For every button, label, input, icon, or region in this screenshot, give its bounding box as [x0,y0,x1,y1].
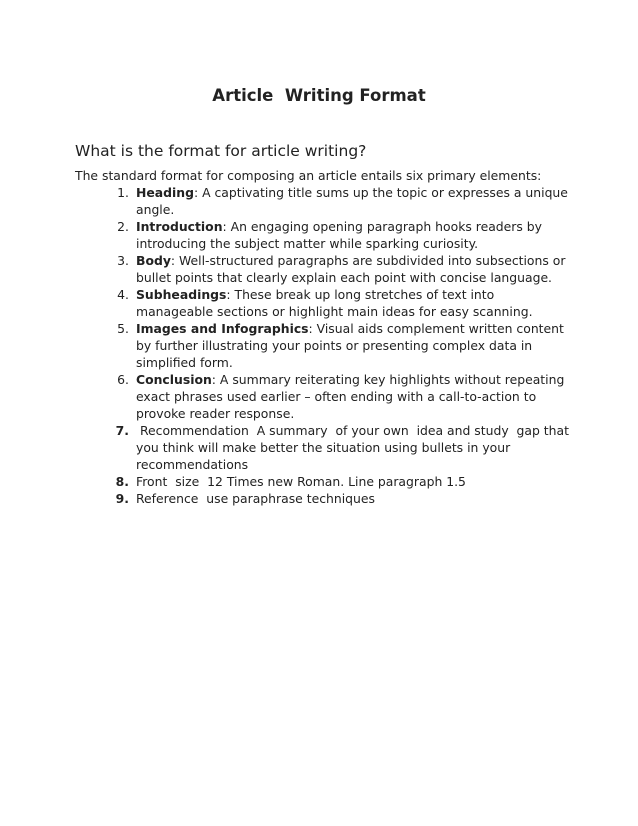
list-number: 1. [117,185,129,200]
list-item-term: Body [136,253,171,268]
list-item-images-and-infographics [75,320,575,371]
list-number: 5. [117,321,129,336]
list-number: 9. [115,491,129,506]
list-item-conclusion [75,371,575,422]
list-item-term: Images and Infographics [136,321,309,336]
section-question-heading: What is the format for article writing? [75,142,367,160]
list-item-term: Conclusion [136,372,212,387]
list-item-text: : A captivating title sums up the topic or expresses a unique angle. [136,185,572,217]
intro-paragraph: The standard format for composing an article entails six primary elements: [75,168,542,183]
list-number: 3. [117,253,129,268]
list-item-recommendation [75,422,575,473]
list-item-reference [75,490,575,507]
list-item-text: : A summary reiterating key highlights without repeating exact phrases used earlier – often ending with a call-to-action to provoke reader response. [136,372,569,421]
list-number: 8. [115,474,129,489]
list-number: 4. [117,287,129,302]
list-item-text: : Visual aids complement written content by further illustrating your points or presenting complex data in simplified form. [136,321,568,370]
list-item-font-size [75,473,575,490]
list-number: 2. [117,219,129,234]
list-number: 7. [115,423,129,438]
list-item-introduction [75,218,575,252]
document-title: Article Writing Format [212,86,426,105]
list-item-body [75,252,575,286]
list-item-term: Subheadings [136,287,227,302]
list-item-heading [75,184,575,218]
list-item-text: : These break up long stretches of text into manageable sections or highlight main ideas for easy scanning. [136,287,533,319]
list-number: 6. [117,372,129,387]
format-elements-list [75,184,575,507]
list-item-text: : Well-structured paragraphs are subdivided into subsections or bullet points that clearly explain each point with concise language. [136,253,570,285]
list-item-text: Front size 12 Times new Roman. Line paragraph 1.5 [136,474,466,489]
list-item-term: Introduction [136,219,223,234]
list-item-text: Reference use paraphrase techniques [136,491,375,506]
list-item-text: Recommendation A summary of your own idea and study gap that you think will make better the situation using bullets in your recommendations [136,423,573,472]
list-item-text: : An engaging opening paragraph hooks readers by introducing the subject matter while sparking curiosity. [136,219,546,251]
list-item-term: Heading [136,185,194,200]
list-item-subheadings [75,286,575,320]
